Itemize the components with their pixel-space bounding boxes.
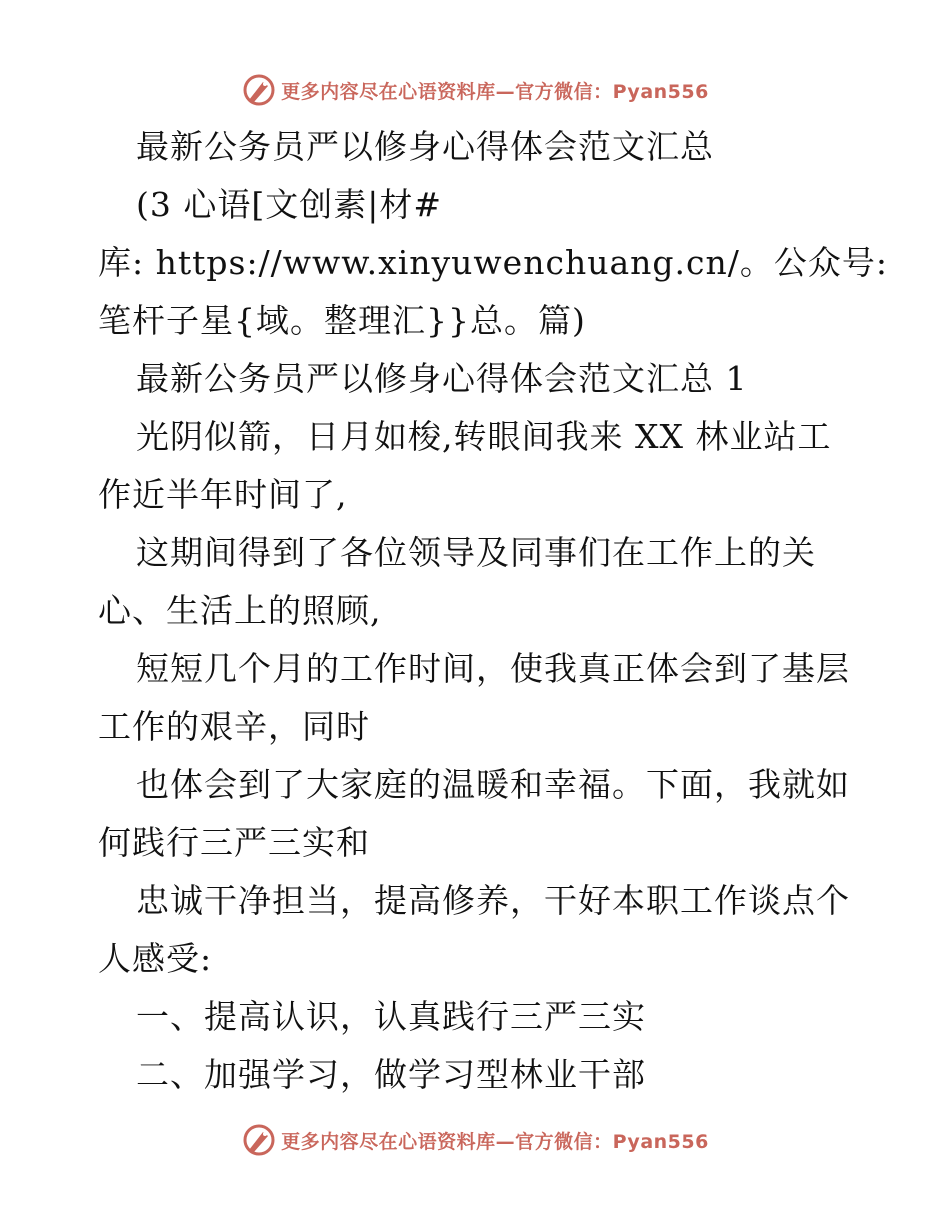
numbered-heading: 一、提高认识，认真践行三严三实 (136, 997, 646, 1036)
paragraph-line: 心、生活上的照顾, (98, 591, 382, 630)
section-heading: 最新公务员严以修身心得体会范文汇总 1 (136, 359, 748, 398)
paragraph-line: 笔杆子星{域。整理汇}}总。篇) (98, 301, 586, 340)
pen-nib-logo-icon (241, 72, 277, 108)
paragraph-line: 作近半年时间了, (98, 475, 348, 514)
paragraph-line: 何践行三严三实和 (98, 823, 370, 862)
paragraph-line: 也体会到了大家庭的温暖和幸福。下面，我就如 (136, 765, 850, 804)
paragraph-line: 库: https://www.xinyuwenchuang.cn/。公众号: (98, 243, 888, 282)
paragraph-line: 这期间得到了各位领导及同事们在工作上的关 (136, 533, 816, 572)
paragraph-line: 光阴似箭，日月如梭,转眼间我来 XX 林业站工 (136, 417, 832, 456)
pen-nib-logo-icon (241, 1122, 277, 1158)
numbered-heading: 二、加强学习，做学习型林业干部 (136, 1055, 646, 1094)
paragraph-line: (3 心语[文创素|材# (136, 185, 443, 224)
header-watermark-banner (0, 70, 950, 110)
watermark-text: 更多内容尽在心语资料库—官方微信：Pyan556 (281, 80, 709, 103)
paragraph-line: 短短几个月的工作时间，使我真正体会到了基层 (136, 649, 850, 688)
watermark-text: 更多内容尽在心语资料库—官方微信：Pyan556 (281, 1130, 709, 1153)
paragraph-line: 人感受: (98, 939, 213, 978)
document-title: 最新公务员严以修身心得体会范文汇总 (136, 127, 714, 166)
paragraph-line: 工作的艰辛，同时 (98, 707, 370, 746)
document-body (98, 118, 888, 1104)
paragraph-line: 忠诚干净担当，提高修养，干好本职工作谈点个 (136, 881, 850, 920)
footer-watermark-banner (0, 1120, 950, 1160)
